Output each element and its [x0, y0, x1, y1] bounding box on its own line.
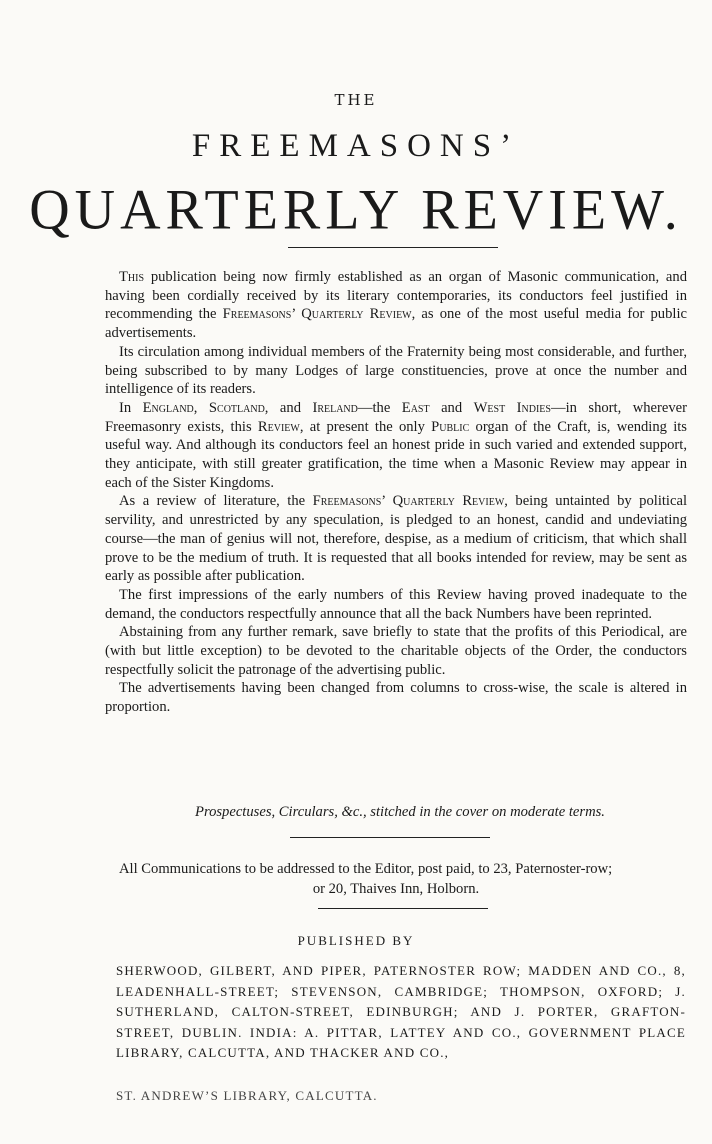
- published-by-heading: PUBLISHED BY: [297, 933, 415, 948]
- divider-rule: [290, 837, 490, 838]
- paragraph-text: —the: [357, 399, 402, 416]
- communications-line-2: or 20, Thaives Inn, Holborn.: [312, 881, 480, 897]
- paragraph-text: , as one of the most useful media for public advertisements.: [105, 306, 687, 342]
- paragraph-text: and: [429, 399, 474, 416]
- review-name: Freemasons’ Quarterly Review: [222, 306, 412, 323]
- small-caps-term: Ireland: [312, 399, 358, 416]
- paragraph-text: , being untainted by political servility, and unrestricted by any speculation, is pledged to an honest, candid and undeviating course—the man of genius will not, therefore, despise, as a medium of criticism, that which shall prove to be the medium of truth. It is requested that all books intended for review, may be sent as early as possible after publication.: [105, 493, 688, 585]
- prospectuses-note: Prospectuses, Circulars, &c., stitched in the cover on moderate terms.: [195, 804, 605, 820]
- paragraph-1: [105, 268, 687, 343]
- divider-rule: [288, 247, 498, 248]
- small-caps-term: Public: [431, 418, 470, 435]
- paragraph-text: organ of the Craft, is, wending its useful way. And although its conductors feel an honest pride in such varied and extended support, they anticipate, with still greater gratification, the time when a Masonic Review may appear in each of the Sister Kingdoms.: [105, 418, 687, 491]
- paragraph-text: —in short, wherever Freemasonry exists, this: [105, 399, 687, 435]
- small-caps-term: Scotland: [208, 399, 265, 416]
- paragraph-7: The advertisements having been changed from columns to cross-wise, the scale is altered in proportion.: [105, 680, 687, 716]
- small-caps-term: West Indies: [473, 399, 551, 416]
- communications-line-1: All Communications to be addressed to the Editor, post paid, to 23, Paternoster-row;: [119, 861, 613, 877]
- communications-notice: [105, 859, 687, 899]
- paragraph-text: , and: [264, 399, 313, 416]
- masthead-freemasons: FREEMASONS’: [191, 128, 521, 164]
- masthead-the: THE: [334, 91, 378, 109]
- paragraph-5: The first impressions of the early numbers of this Review having proved inadequate to the demand, the conductors respectfully announce that all the back Numbers have been reprinted.: [105, 586, 687, 622]
- small-caps-term: Review: [257, 418, 300, 435]
- publishers-list: SHERWOOD, GILBERT, AND PIPER, PATERNOSTER ROW; MADDEN AND CO., 8, LEADENHALL-STREET; STEVENSON, CAMBRIDGE; THOMPSON, OXFORD; J. SUTHERLAND, CALTON-STREET, EDINBURGH; AND J. PORTER, GRAFTON-STREET, DUBLIN. INDIA: A. PITTAR, LATTEY AND CO., GOVERNMENT PLACE LIBRARY, CALCUTTA, AND THACKER AND CO.,: [116, 963, 686, 1060]
- paragraph-text: ,: [193, 399, 209, 416]
- lead-word: This: [119, 269, 145, 285]
- small-caps-term: Freemasons’ Quarterly Review: [312, 493, 505, 510]
- paragraph-2: Its circulation among individual members of the Fraternity being most considerable, and further, being subscribed to by many Lodges of large constituencies, prove at once the number and intelligence of its readers.: [105, 343, 687, 398]
- announcement-body: [105, 268, 687, 717]
- paragraph-text: publication being now firmly established as an organ of Masonic communication, and having been cordially received by its literary contemporaries, its conductors feel justified in recommending the: [105, 269, 687, 323]
- cut-off-text: ST. ANDREW’S LIBRARY, CALCUTTA.: [116, 1088, 378, 1103]
- small-caps-term: East: [401, 399, 430, 416]
- paragraph-text: In: [119, 399, 143, 416]
- small-caps-term: England: [142, 399, 194, 416]
- masthead-quarterly-review: QUARTERLY REVIEW.: [29, 178, 683, 242]
- paragraph-text: As a review of literature, the: [119, 493, 313, 510]
- paragraph-4: [105, 492, 687, 586]
- divider-rule: [318, 908, 488, 909]
- paragraph-3: [105, 399, 687, 493]
- paragraph-text: , at present the only: [299, 418, 432, 435]
- cut-off-line: [116, 1083, 686, 1103]
- paragraph-6: Abstaining from any further remark, save briefly to state that the profits of this Periodical, are (with but little exception) to be devoted to the charitable objects of the Order, the conductors respectfully solicit the patronage of the advertising public.: [105, 624, 687, 678]
